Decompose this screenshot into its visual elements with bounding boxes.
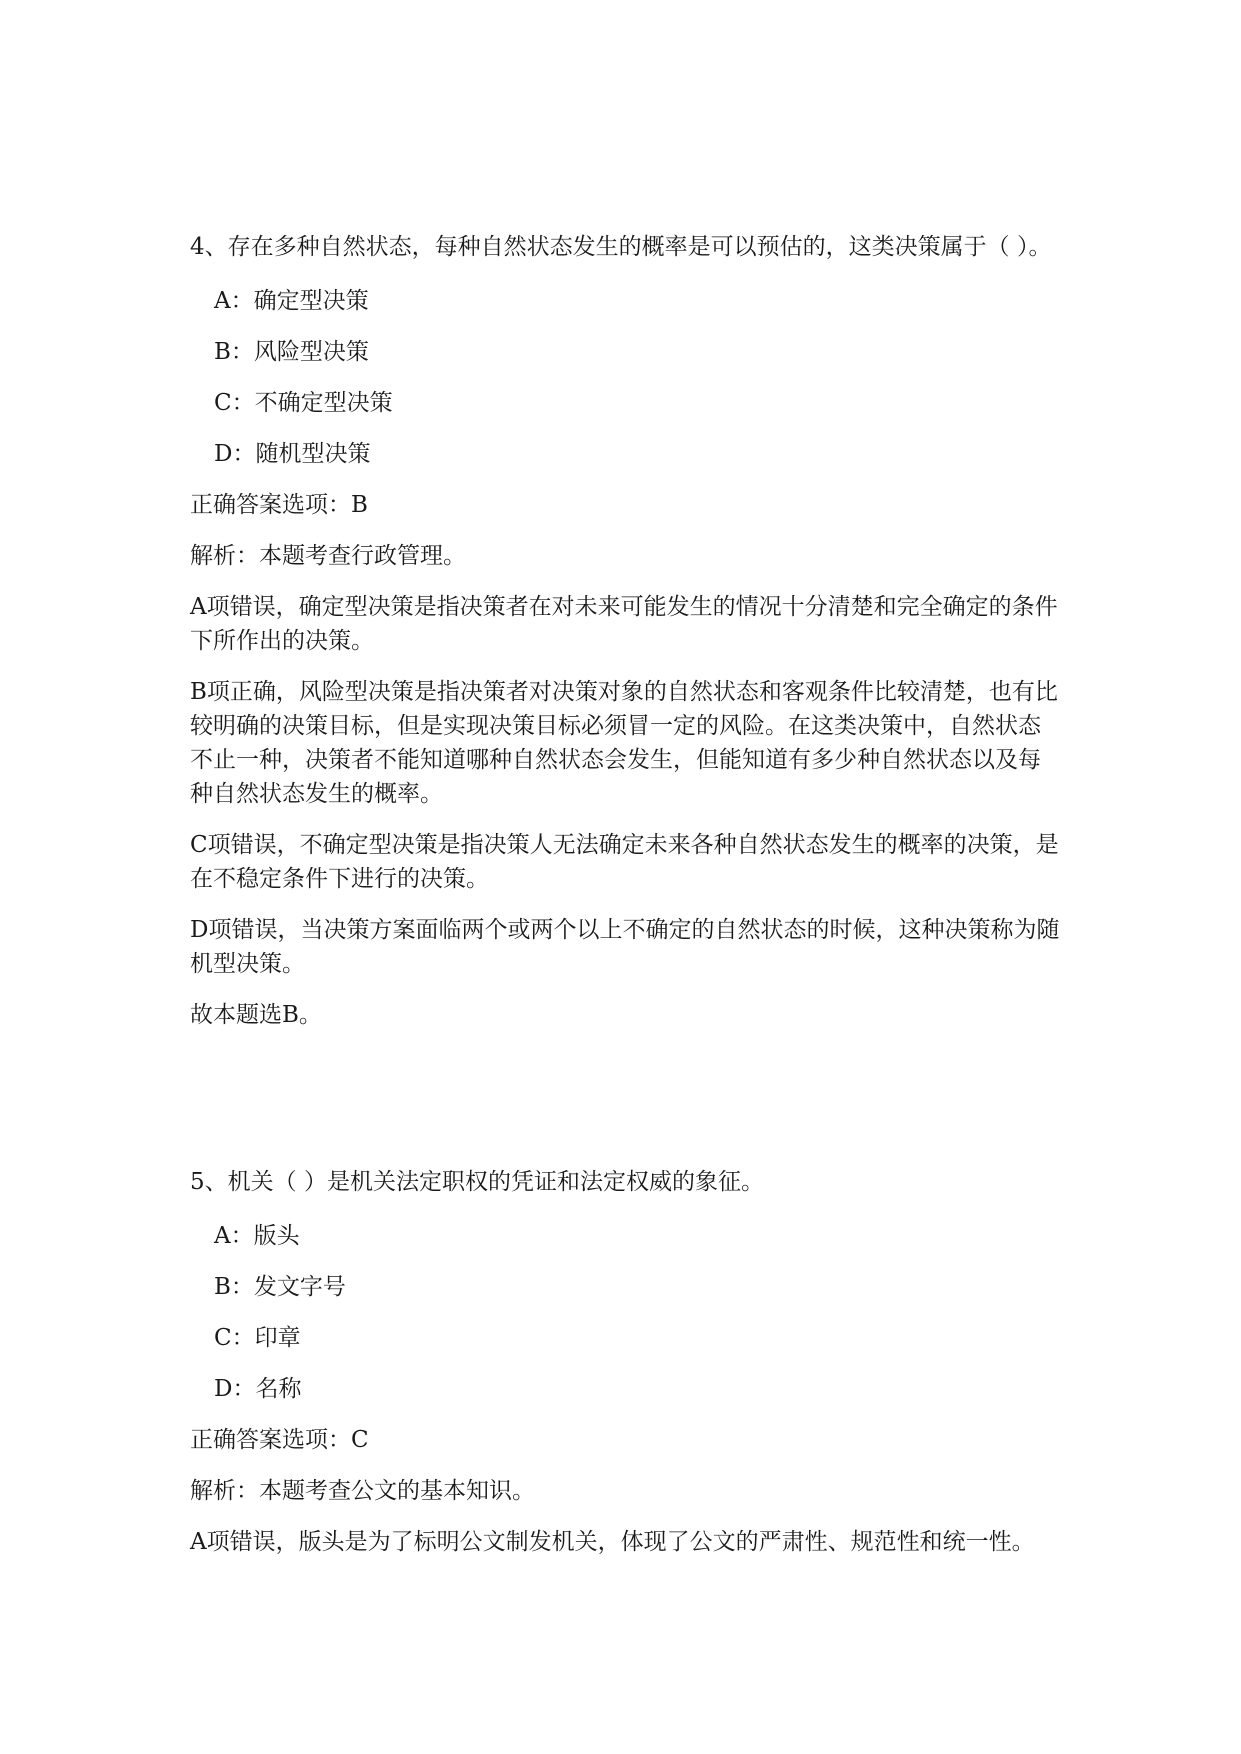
option-b: B：风险型决策 (214, 339, 369, 365)
option-a: A：版头 (214, 1223, 300, 1249)
correct-answer: 正确答案选项：C (190, 1427, 369, 1453)
question-stem: 4、存在多种自然状态，每种自然状态发生的概率是可以预估的，这类决策属于（ ）。 (190, 234, 1052, 260)
question-stem: 5、机关（ ）是机关法定职权的凭证和法定权威的象征。 (190, 1169, 764, 1195)
option-d: D：名称 (214, 1376, 302, 1402)
option-c: C：不确定型决策 (214, 390, 393, 416)
analysis-option-b: B项正确，风险型决策是指决策者对决策对象的自然状态和客观条件比较清楚，也有比较明确的决策目标，但是实现决策目标必须冒一定的风险。在这类决策中，自然状态不止一种，决策者不能知道哪种自然状态会发生，但能知道有多少种自然状态以及每种自然状态发生的概率。 (190, 679, 1058, 807)
option-b: B：发文字号 (214, 1274, 346, 1300)
analysis-intro: 解析：本题考查行政管理。 (190, 543, 466, 569)
analysis-option-c: C项错误，不确定型决策是指决策人无法确定未来各种自然状态发生的概率的决策，是在不稳定条件下进行的决策。 (190, 832, 1059, 892)
analysis-option-d: D项错误，当决策方案面临两个或两个以上不确定的自然状态的时候，这种决策称为随机型决策。 (190, 917, 1060, 977)
analysis-option-a: A项错误，版头是为了标明公文制发机关，体现了公文的严肃性、规范性和统一性。 (190, 1529, 1035, 1555)
question-5 (190, 1165, 1060, 1576)
analysis-option-a: A项错误，确定型决策是指决策者在对未来可能发生的情况十分清楚和完全确定的条件下所作出的决策。 (190, 594, 1058, 654)
option-a: A：确定型决策 (214, 288, 369, 314)
analysis-conclusion: 故本题选B。 (190, 1002, 322, 1028)
question-4 (190, 230, 1060, 1049)
option-c: C：印章 (214, 1325, 301, 1351)
correct-answer: 正确答案选项：B (190, 492, 368, 518)
analysis-intro: 解析：本题考查公文的基本知识。 (190, 1478, 535, 1504)
option-d: D：随机型决策 (214, 441, 371, 467)
